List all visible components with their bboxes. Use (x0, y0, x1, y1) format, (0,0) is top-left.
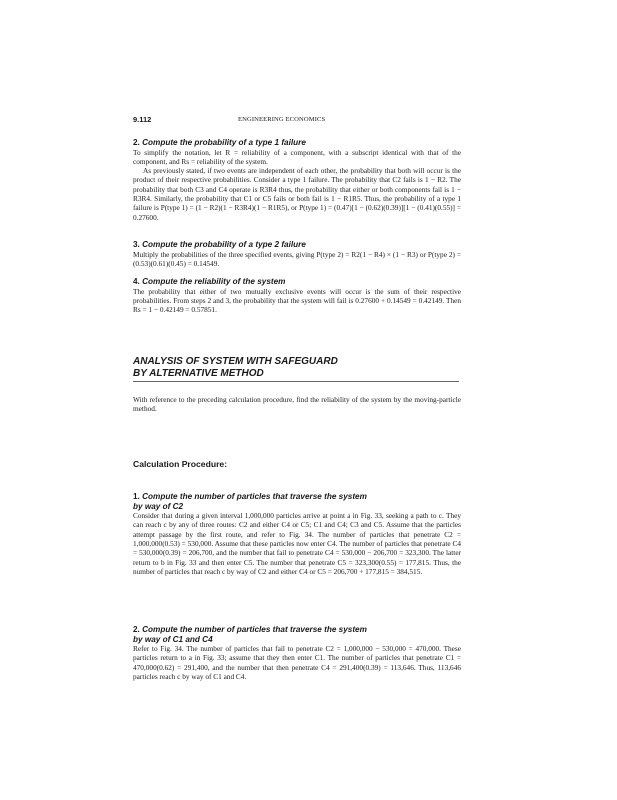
step-number: 3. (133, 240, 140, 249)
step-heading-text: Compute the number of particles that traverse the system (142, 625, 367, 634)
calculation-procedure-heading: Calculation Procedure: (133, 459, 228, 469)
step-3-type2-failure (133, 240, 461, 268)
step-heading-text: Compute the number of particles that traverse the system (142, 492, 367, 501)
step-2-particles-via-c1-c4 (133, 625, 461, 681)
step-heading-text: by way of C1 and C4 (133, 634, 213, 644)
step-2-type1-failure (133, 138, 461, 222)
step-4-system-reliability (133, 277, 461, 314)
section-divider (133, 381, 459, 382)
paragraph: To simplify the notation, let R = reliability of a component, with a subscript identical with that of the component, and Rs = reliability of the system. (133, 147, 461, 166)
running-head: ENGINEERING ECONOMICS (238, 116, 326, 123)
section-title-line1: ANALYSIS OF SYSTEM WITH SAFEGUARD (133, 356, 338, 367)
step-1-particles-via-c2 (133, 492, 461, 576)
step-heading-text: Compute the probability of a type 1 failure (142, 138, 306, 147)
paragraph: Multiply the probabilities of the three specified events, giving P(type 2) = R2(1 − R4) × (1 − R3) or P(type 2) = (0.53)(0.61)(0.45) = 0.14549. (133, 249, 461, 268)
step-heading-text: Compute the reliability of the system (142, 277, 286, 286)
paragraph: With reference to the preceding calculation procedure, find the reliability of the system by the moving-particle method. (133, 395, 461, 414)
section-title (133, 356, 459, 381)
paragraph: The probability that either of two mutually exclusive events will occur is the sum of their respective probabilities. From steps 2 and 3, the probability that the system will fail is 0.27600 + 0.14549 = 0.42149. Then Rs = 1 − 0.42149 = 0.57851. (133, 286, 461, 315)
step-heading (133, 138, 461, 148)
step-heading (133, 625, 461, 644)
problem-statement (133, 395, 461, 414)
paragraph: Consider that during a given interval 1,000,000 particles arrive at point a in Fig. 33, seeking a path to c. They can reach c by any of three routes: C2 and either C4 or C5; C1 and C4; C3 and C5. Assume that the particles attempt passage by the first route, and refer to Fig. 34. The number of particles that penetrate C2 = 1,000,000(0.53) = 530,000. Assume that these particles now enter C4. The number of particles that penetrate C4 = 530,000(0.39) = 206,700, and the number that fail to penetrate C4 = 530,000 − 206,700 = 323,300. The latter return to b in Fig. 33 and then enter C5. The number that penetrate C5 = 323,300(0.55) = 177,815. Thus, the number of particles that reach c by way of C2 and either C4 or C5 = 206,700 + 177,815 = 384,515. (133, 511, 461, 576)
step-heading (133, 492, 461, 511)
paragraph: Refer to Fig. 34. The number of particles that fail to penetrate C2 = 1,000,000 − 530,000 = 470,000. These particles return to a in Fig. 33; assume that they then enter C1. The number of particles that penetrate C1 = 470,000(0.62) = 291,400, and the number that then penetrate C4 = 291,400(0.39) = 113,646. Thus, 113,646 particles reach c by way of C1 and C4. (133, 644, 461, 682)
step-number: 2. (133, 625, 140, 634)
step-heading (133, 277, 461, 287)
step-heading (133, 240, 461, 250)
step-number: 4. (133, 277, 140, 286)
step-heading-text: by way of C2 (133, 501, 184, 511)
step-heading-text: Compute the probability of a type 2 failure (142, 240, 306, 249)
page-number: 9.112 (133, 115, 152, 124)
paragraph: As previously stated, if two events are independent of each other, the probability that both will occur is the product of their respective probabilities. Consider a type 1 failure. The probability that C2 fails is 1 − R2. The probability that both C3 and C4 operate is R3R4 thus, the probability that either or both components fail is 1 − R3R4. Similarly, the probability that C1 or C5 fails or both fail is 1 − R1R5. Thus, the probability of a type 1 failure is P(type 1) = (1 − R2)(1 − R3R4)(1 − R1R5), or P(type 1) = (0.47)[1 − (0.62)(0.39)][1 − (0.41)(0.55)] = 0.27600. (133, 166, 461, 222)
step-number: 2. (133, 138, 140, 147)
step-number: 1. (133, 492, 140, 501)
section-title-line2: BY ALTERNATIVE METHOD (133, 368, 264, 380)
